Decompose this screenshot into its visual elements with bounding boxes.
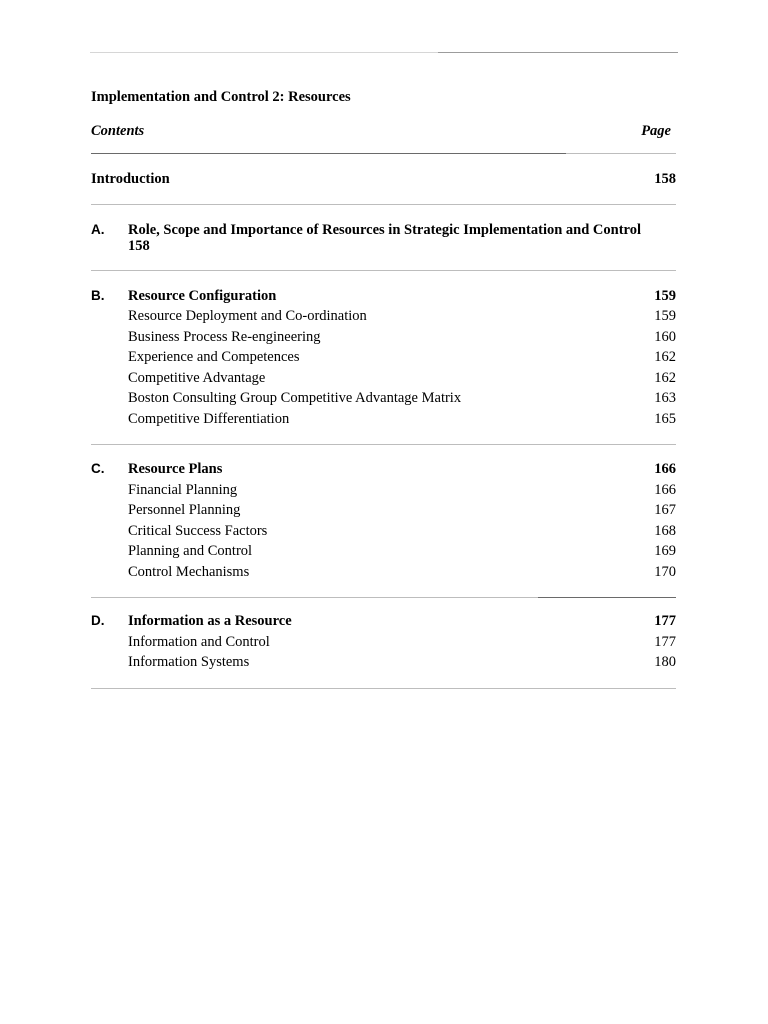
section-letter: D. — [91, 613, 105, 628]
divider — [91, 597, 676, 598]
section-d-body — [128, 611, 676, 673]
entry-page: 167 — [654, 502, 676, 518]
entry-label: Competitive Advantage — [128, 369, 266, 386]
toc-entry-introduction[interactable] — [91, 169, 676, 190]
entry-page: 177 — [654, 633, 676, 650]
section-page: 159 — [654, 287, 676, 304]
section-b-body — [128, 286, 676, 430]
entry-label: Critical Success Factors — [128, 522, 268, 539]
section-title: Resource Plans — [128, 461, 223, 477]
toc-entry[interactable] — [128, 327, 676, 348]
section-heading[interactable] — [128, 459, 676, 480]
contents-header — [91, 122, 676, 141]
section-b — [91, 286, 676, 430]
section-heading[interactable] — [128, 611, 676, 632]
section-letter: B. — [91, 287, 105, 303]
entry-label: Personnel Planning — [128, 502, 241, 518]
introduction-label: Introduction — [91, 171, 170, 187]
document-title: Implementation and Control 2: Resources — [91, 89, 351, 105]
divider — [91, 270, 676, 271]
section-letter: A. — [91, 221, 105, 237]
section-c — [91, 459, 676, 582]
toc-entry[interactable] — [128, 541, 676, 562]
section-title: Role, Scope and Importance of Resources in Strategic Implementation and Control — [128, 221, 641, 238]
section-c-body — [128, 459, 676, 582]
toc-entry[interactable] — [128, 306, 676, 327]
toc-entry[interactable] — [128, 652, 676, 673]
toc-entry[interactable] — [128, 388, 676, 409]
section-page: 166 — [654, 461, 676, 477]
entry-page: 162 — [654, 369, 676, 386]
entry-label: Resource Deployment and Co-ordination — [128, 308, 367, 324]
entry-label: Experience and Competences — [128, 349, 300, 365]
entry-page: 166 — [654, 481, 676, 498]
section-title: Information as a Resource — [128, 613, 292, 629]
toc-entry[interactable] — [128, 500, 676, 521]
divider — [91, 204, 676, 205]
toc-entry[interactable] — [128, 409, 676, 430]
entry-label: Competitive Differentiation — [128, 410, 290, 427]
divider — [91, 153, 676, 154]
entry-label: Control Mechanisms — [128, 563, 250, 580]
divider — [91, 444, 676, 445]
entry-label: Planning and Control — [128, 543, 253, 559]
entry-label: Financial Planning — [128, 481, 238, 498]
section-title: Resource Configuration — [128, 287, 277, 304]
contents-label: Contents — [91, 123, 145, 139]
entry-page: 160 — [654, 328, 676, 345]
section-page: 158 — [128, 238, 150, 254]
section-a — [91, 220, 676, 255]
section-page: 177 — [654, 613, 676, 629]
entry-label: Business Process Re-engineering — [128, 328, 321, 345]
toc-entry[interactable] — [128, 632, 676, 653]
introduction-page: 158 — [654, 171, 676, 187]
toc-entry[interactable] — [128, 480, 676, 501]
entry-page: 162 — [654, 349, 676, 365]
entry-label: Information and Control — [128, 633, 270, 650]
entry-page: 159 — [654, 308, 676, 324]
entry-page: 169 — [654, 543, 676, 559]
toc-entry[interactable] — [128, 368, 676, 389]
entry-page: 163 — [654, 390, 676, 406]
toc-entry[interactable] — [128, 521, 676, 542]
entry-page: 168 — [654, 522, 676, 539]
entry-page: 180 — [654, 654, 676, 670]
section-heading[interactable] — [128, 286, 676, 307]
section-d — [91, 611, 676, 673]
divider — [91, 688, 676, 689]
section-a-body[interactable] — [128, 220, 676, 255]
entry-page: 170 — [654, 563, 676, 580]
entry-label: Boston Consulting Group Competitive Advantage Matrix — [128, 390, 462, 406]
toc-entry[interactable] — [128, 347, 676, 368]
entry-page: 165 — [654, 410, 676, 427]
toc-entry[interactable] — [128, 562, 676, 583]
entry-label: Information Systems — [128, 654, 250, 670]
contents-page — [91, 88, 676, 689]
section-letter: C. — [91, 461, 105, 476]
top-rule — [90, 52, 678, 53]
page-label: Page — [641, 123, 671, 139]
